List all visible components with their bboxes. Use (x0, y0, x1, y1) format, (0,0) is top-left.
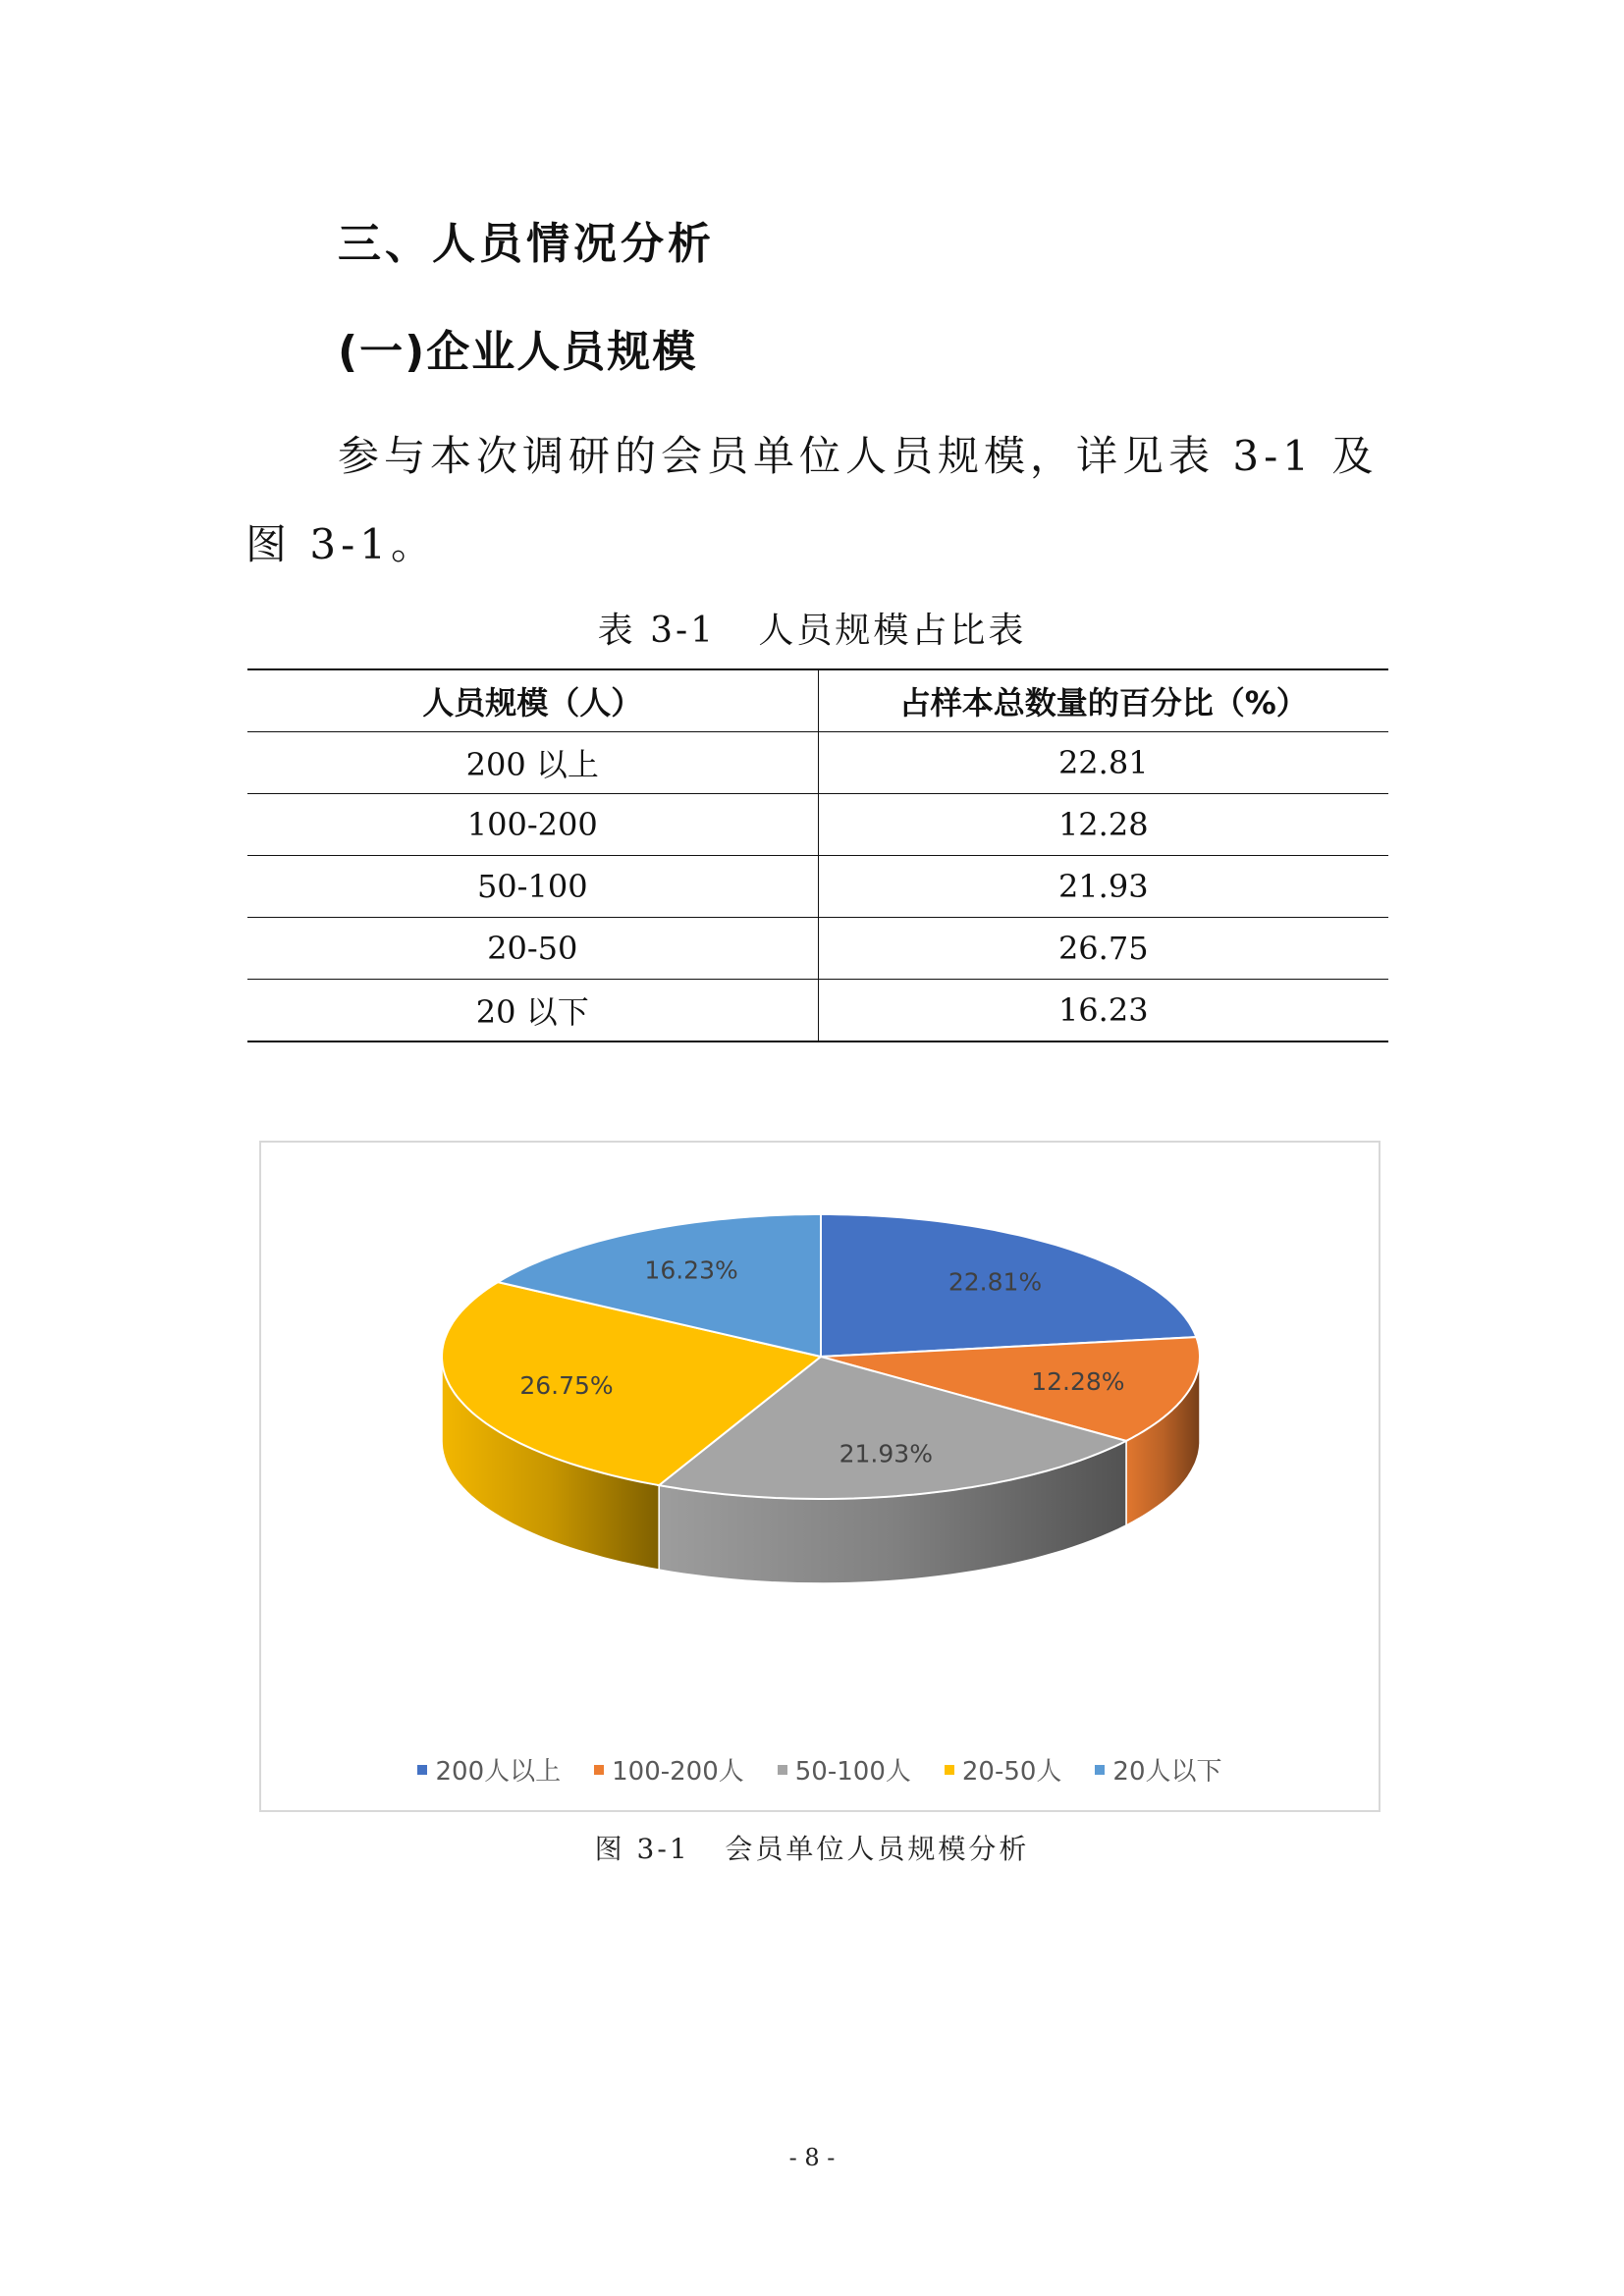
table-cell: 22.81 (818, 732, 1388, 794)
table-row (247, 918, 1388, 980)
figure-caption: 图 3-1 会员单位人员规模分析 (594, 1833, 1030, 1865)
table-header-row (247, 669, 1388, 732)
data-table (247, 668, 1388, 1042)
section-heading: 三、人员情况分析 (338, 219, 715, 269)
table-cell: 21.93 (818, 856, 1388, 918)
table-header-cell: 人员规模（人） (247, 669, 818, 732)
table-row (247, 980, 1388, 1042)
legend-item-20-50 (945, 1751, 1062, 1788)
data-label-under-20: 16.23% (644, 1255, 738, 1285)
table-cell: 16.23 (818, 980, 1388, 1042)
table-cell: 20-50 (247, 918, 818, 980)
table-row (247, 856, 1388, 918)
data-label-200-plus: 22.81% (947, 1267, 1043, 1297)
table-row (247, 732, 1388, 794)
legend-label: 20人以下 (1112, 1757, 1222, 1787)
pie-chart (261, 1143, 1382, 1814)
legend-item-200-plus (417, 1751, 561, 1788)
legend-swatch (417, 1765, 427, 1775)
legend-item-100-200 (594, 1751, 744, 1788)
table-cell: 200 以上 (247, 732, 818, 794)
table-cell: 100-200 (247, 794, 818, 856)
sub-heading: (一)企业人员规模 (338, 327, 698, 377)
data-label-50-100: 21.93% (839, 1439, 933, 1468)
data-label-20-50: 26.75% (519, 1371, 614, 1400)
table-row (247, 794, 1388, 856)
legend-item-under-20 (1095, 1751, 1221, 1788)
chart-legend (261, 1751, 1379, 1788)
table-cell: 50-100 (247, 856, 818, 918)
table-cell: 26.75 (818, 918, 1388, 980)
legend-item-50-100 (778, 1751, 911, 1788)
legend-swatch (1095, 1765, 1105, 1775)
table-cell: 12.28 (818, 794, 1388, 856)
legend-label: 20-50人 (961, 1757, 1062, 1787)
table-header-cell: 占样本总数量的百分比（%） (818, 669, 1388, 732)
table-caption: 表 3-1 人员规模占比表 (597, 611, 1027, 651)
page-number: - 8 - (788, 2144, 836, 2171)
data-label-100-200: 12.28% (1031, 1366, 1125, 1396)
body-paragraph: 参与本次调研的会员单位人员规模，详见表 3-1 及图 3-1。 (245, 432, 1379, 568)
legend-swatch (778, 1765, 787, 1775)
legend-swatch (945, 1765, 954, 1775)
legend-label: 200人以上 (435, 1757, 562, 1787)
legend-label: 50-100人 (794, 1757, 911, 1787)
legend-swatch (594, 1765, 604, 1775)
table-cell: 20 以下 (247, 980, 818, 1042)
legend-label: 100-200人 (612, 1757, 744, 1787)
pie-chart-frame (259, 1141, 1380, 1812)
